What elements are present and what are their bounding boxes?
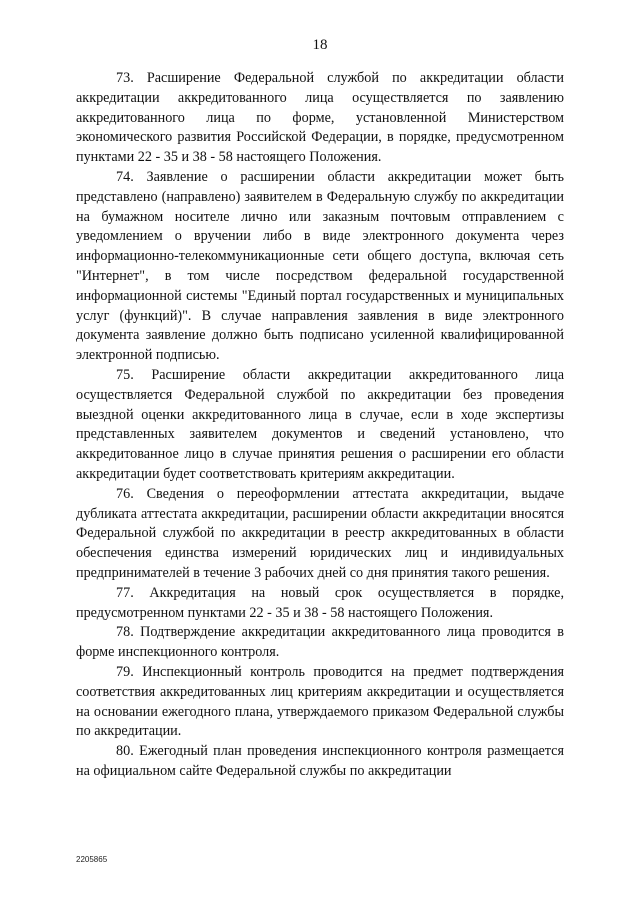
- paragraph-80: 80. Ежегодный план проведения инспекционного контроля размещается на официальном сайте Федеральной службы по аккредитации: [76, 743, 564, 779]
- paragraph-74: 74. Заявление о расширении области аккредитации может быть представлено (направлено) заявителем в Федеральную службу по аккредитации на бумажном носителе лично или заказным почтовым отправлением с уведомлением о вручении либо в виде электронного документа через информационно-телекоммуникационные сети общего доступа, включая сеть "Интернет", в том числе посредством федеральной государственной информационной системы "Единый портал государственных и муниципальных услуг (функций)". В случае направления заявления в виде электронного документа заявление должно быть подписано усиленной квалифицированной электронной подписью.: [76, 168, 564, 364]
- paragraph-75: 75. Расширение области аккредитации аккредитованного лица осуществляется Федеральной службой по аккредитации без проведения выездной оценки аккредитованного лица в случае, если в ходе экспертизы представленных заявителем документов и сведений установлено, что аккредитованное лицо в случае принятия решения о расширении его области аккредитации будет соответствовать критериям аккредитации.: [76, 366, 564, 482]
- page-number: 18: [312, 37, 328, 53]
- paragraph-73: 73. Расширение Федеральной службой по аккредитации области аккредитации аккредитованного лица осуществляется по заявлению аккредитованного лица по форме, установленной Министерством экономического развития Российской Федерации, в порядке, предусмотренном пунктами 22 - 35 и 38 - 58 настоящего Положения.: [76, 70, 564, 166]
- paragraph-79: 79. Инспекционный контроль проводится на предмет подтверждения соответствия аккредитованных лиц критериям аккредитации и осуществляется на основании ежегодного плана, утверждаемого приказом Федеральной службы по аккредитации.: [76, 663, 564, 740]
- paragraph-77: 77. Аккредитация на новый срок осуществляется в порядке, предусмотренном пунктами 22 - 35 и 38 - 58 настоящего Положения.: [76, 584, 564, 621]
- document-body: [76, 69, 564, 782]
- paragraph-78: 78. Подтверждение аккредитации аккредитованного лица проводится в форме инспекционного контроля.: [76, 624, 564, 661]
- document-id: 2205865: [76, 855, 108, 864]
- paragraph-76: 76. Сведения о переоформлении аттестата аккредитации, выдаче дубликата аттестата аккредитации, расширении области аккредитации вносятся Федеральной службой по аккредитации в реестр аккредитованных в области обеспечения единства измерений юридических лиц и индивидуальных предпринимателей в течение 3 рабочих дней со дня принятия такого решения.: [76, 485, 564, 581]
